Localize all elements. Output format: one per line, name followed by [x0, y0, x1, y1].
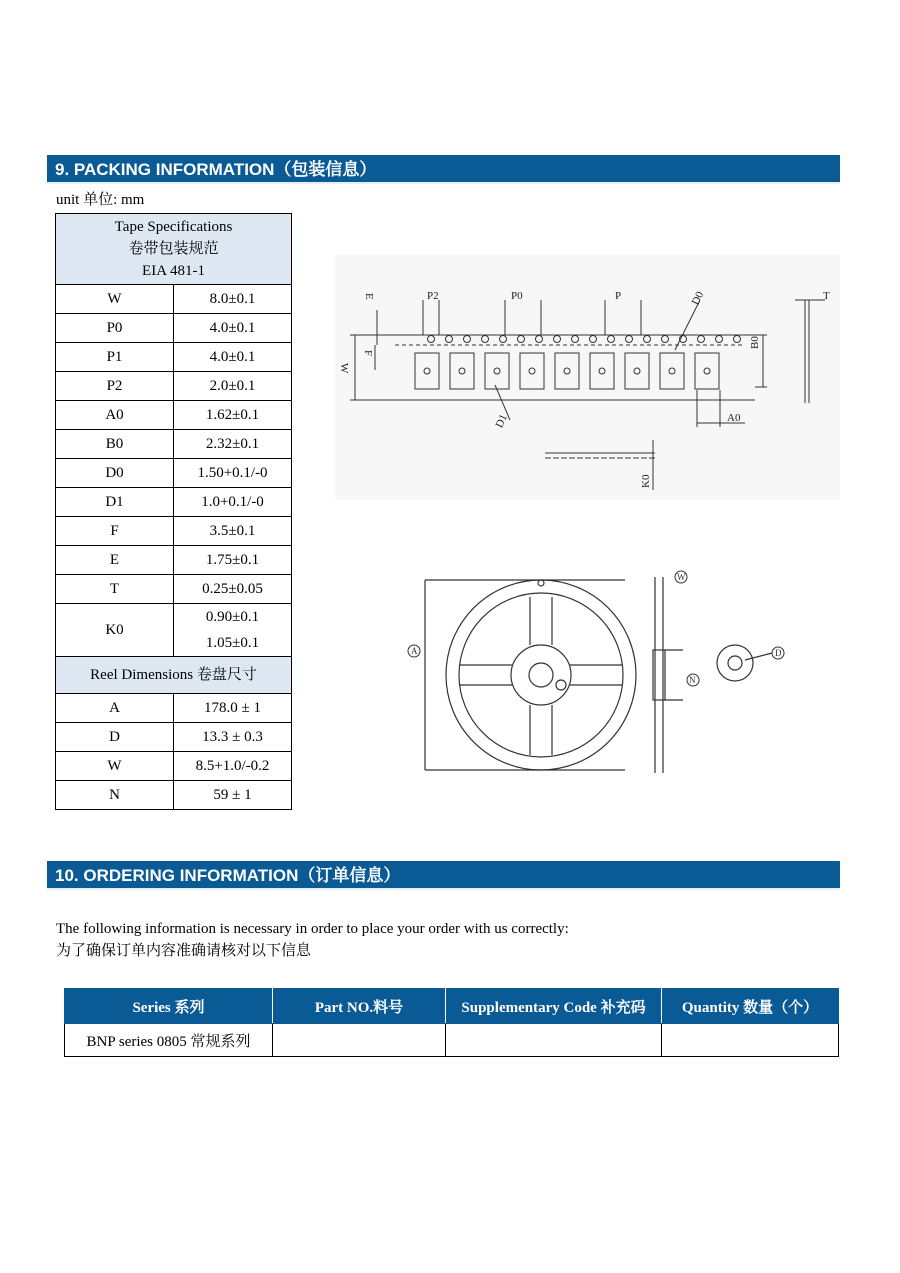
d1-label: D1: [493, 412, 510, 430]
section-10-title: 10. ORDERING INFORMATION（订单信息）: [47, 861, 840, 890]
table-row: D1 1.0+0.1/-0: [56, 488, 292, 517]
table-row: N 59 ± 1: [56, 781, 292, 810]
b0-label: B0: [749, 336, 761, 349]
table-row: D 13.3 ± 0.3: [56, 723, 292, 752]
table-row: F 3.5±0.1: [56, 517, 292, 546]
table-row: W 8.5+1.0/-0.2: [56, 752, 292, 781]
tape-spec-header: Tape Specifications 卷带包装规范 EIA 481-1: [56, 214, 292, 285]
table-row: P0 4.0±0.1: [56, 314, 292, 343]
table-row: A 178.0 ± 1: [56, 694, 292, 723]
table-row: P1 4.0±0.1: [56, 343, 292, 372]
ordering-intro: The following information is necessary in order to place your order with us correctly: 为了确保订单内容准确请核对以下信息: [56, 921, 569, 959]
p2-label: P2: [427, 290, 439, 302]
w-label: W: [338, 363, 350, 374]
n-label: N: [689, 675, 696, 685]
table-row: P2 2.0±0.1: [56, 372, 292, 401]
table-row: B0 2.32±0.1: [56, 430, 292, 459]
table-row: K0 0.90±0.1 1.05±0.1: [56, 604, 292, 657]
d-label: D: [775, 648, 782, 658]
tape-spec-table: [55, 213, 292, 810]
d0-label: D0: [689, 289, 707, 308]
unit-label: unit 单位: mm: [56, 192, 145, 208]
table-row: T 0.25±0.05: [56, 575, 292, 604]
table-row: BNP series 0805 常规系列: [65, 1024, 839, 1057]
table-row: E 1.75±0.1: [56, 546, 292, 575]
table-row: A0 1.62±0.1: [56, 401, 292, 430]
a-label: A: [411, 646, 418, 656]
t-label: T: [823, 290, 830, 302]
ordering-table: [64, 988, 839, 1057]
col-series: Series 系列: [65, 989, 273, 1024]
e-label: E: [363, 293, 375, 300]
reel-dimensions-header: Reel Dimensions 卷盘尺寸: [56, 657, 292, 694]
a0-label: A0: [727, 412, 741, 424]
col-quantity: Quantity 数量（个）: [662, 989, 839, 1024]
col-part-no: Part NO.料号: [273, 989, 446, 1024]
reel-w-label: W: [677, 572, 686, 582]
k0-label: K0: [640, 474, 652, 488]
section-9-title: 9. PACKING INFORMATION（包装信息）: [47, 155, 840, 184]
col-supplementary-code: Supplementary Code 补充码: [446, 989, 662, 1024]
table-row: D0 1.50+0.1/-0: [56, 459, 292, 488]
reel-drawing: [400, 565, 800, 780]
table-row: W 8.0±0.1: [56, 285, 292, 314]
p-label: P: [615, 290, 622, 302]
p0-label: P0: [511, 290, 523, 302]
f-label: F: [362, 350, 374, 357]
tape-drawing: [335, 255, 840, 500]
